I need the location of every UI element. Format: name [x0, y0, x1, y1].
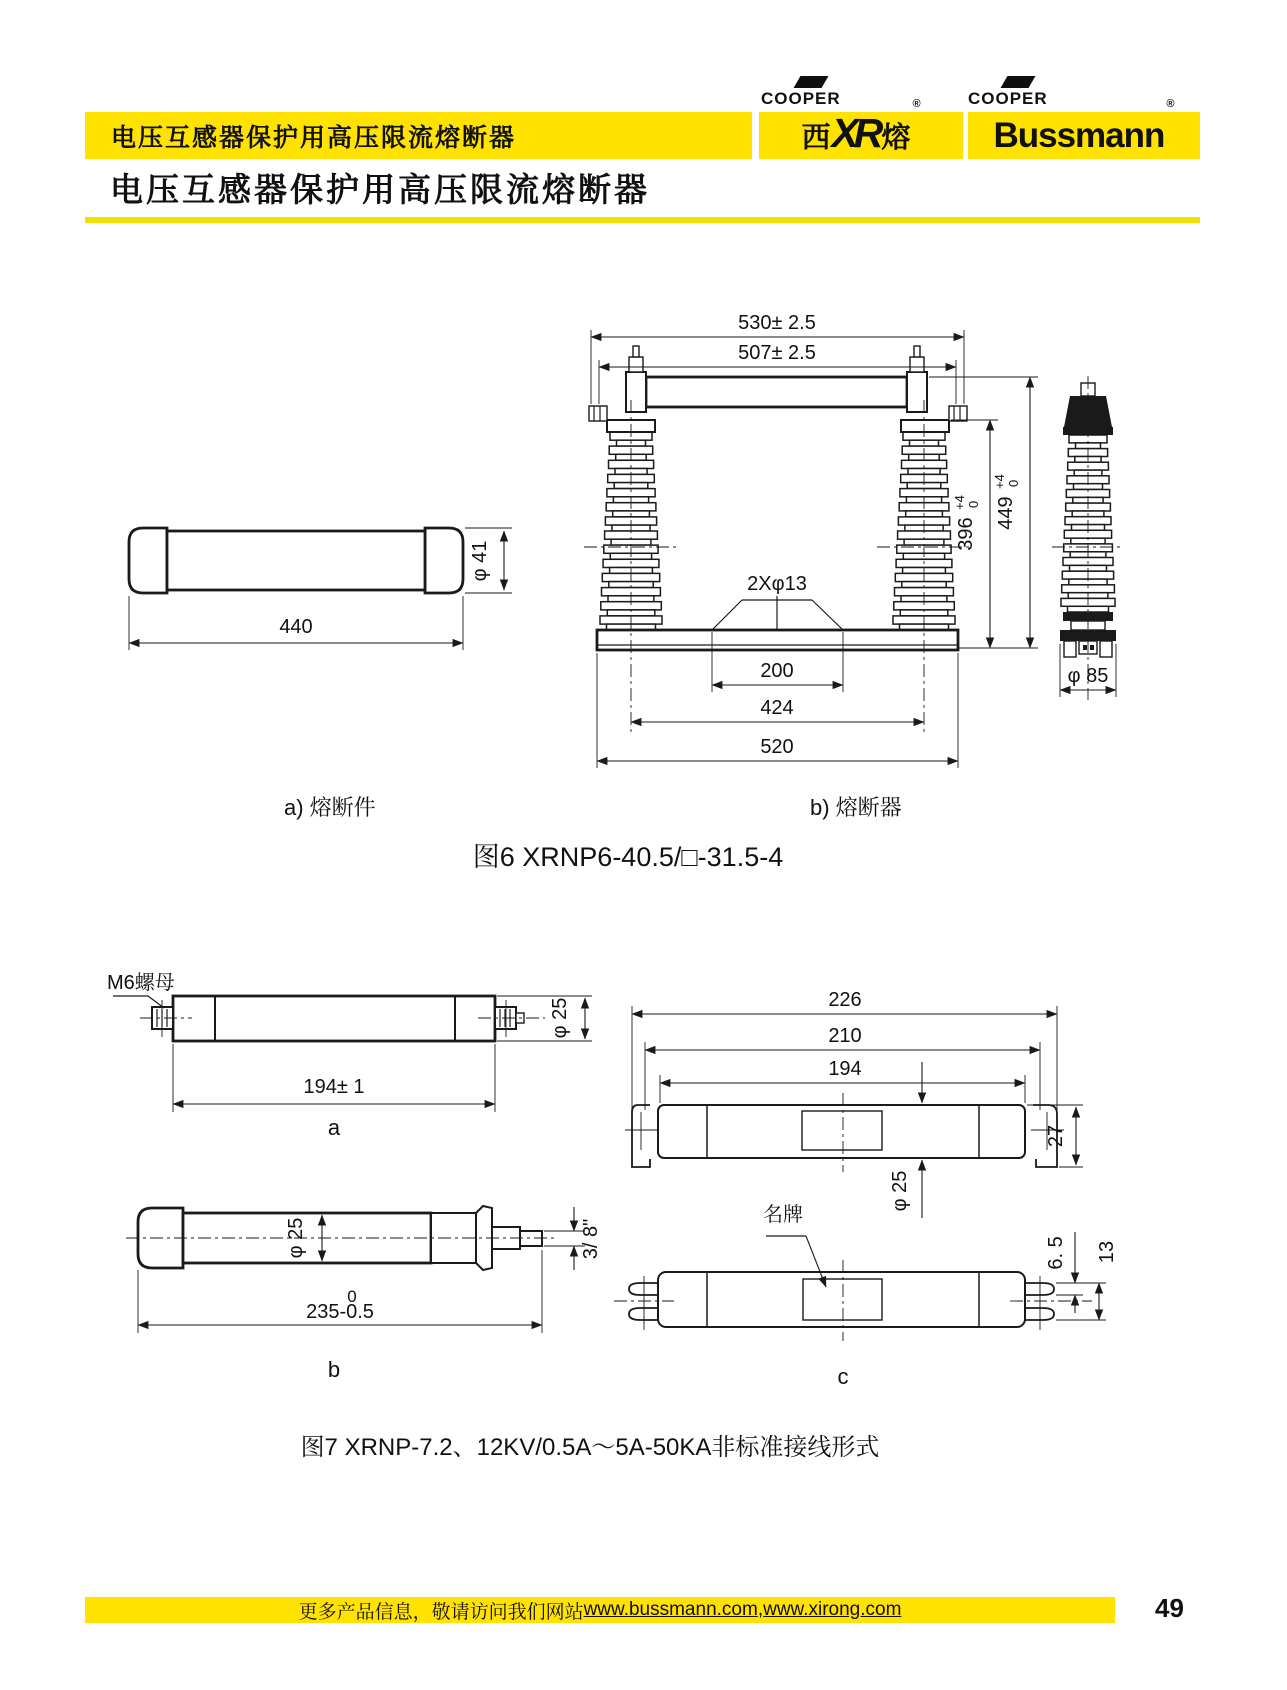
fuse-link-drawing — [129, 528, 512, 650]
dim-c-height: 27 — [1045, 1124, 1067, 1148]
header-bar — [85, 112, 752, 159]
figure6-drawing — [85, 270, 1200, 880]
page-number: 49 — [1155, 1593, 1184, 1623]
cooper-wordmark-right: COOPER — [968, 89, 1048, 108]
cooper-logo-left — [761, 76, 841, 109]
title-underline — [85, 217, 1200, 223]
dim-base-width: 520 — [760, 736, 794, 758]
fig7-drawing-a — [107, 971, 592, 1140]
footer-separator: , — [757, 1599, 764, 1620]
fuse-base-side-view — [1052, 376, 1124, 700]
figure7-sublabel-b: b — [327, 1357, 341, 1382]
figure7-caption: 图7 XRNP-7.2、12KV/0.5A～5A-50KA非标准接线形式 — [300, 1434, 880, 1461]
dim-c-fork-full: 13 — [1096, 1240, 1118, 1264]
svg-text:449: 449 — [995, 496, 1017, 530]
svg-text:396: 396 — [955, 517, 977, 551]
dim-c-diameter: φ 25 — [889, 1170, 911, 1212]
dim-fuse-diameter: φ 41 — [469, 540, 491, 582]
dim-overall-height — [992, 474, 1021, 530]
dim-b-thread: 3/ 8" — [580, 1218, 602, 1260]
page-title: 电压互感器保护用高压限流熔断器 — [110, 171, 650, 208]
dim-post-spacing: 424 — [760, 697, 794, 719]
dim-b-diameter: φ 25 — [285, 1217, 307, 1259]
dim-a-length: 194± 1 — [303, 1076, 365, 1098]
m6-nut-label: M6螺母 — [107, 972, 175, 994]
dim-fuse-length: 440 — [279, 616, 313, 638]
brand-char-rong: 熔 — [881, 122, 911, 154]
svg-text:+4: +4 — [992, 474, 1007, 489]
footer-url-bussmann: www.bussmann.com — [583, 1599, 758, 1620]
dim-side-diameter: φ 85 — [1067, 665, 1109, 687]
figure6-caption: 图6 XRNP6-40.5/□-31.5-4 — [472, 842, 784, 872]
svg-text:0: 0 — [1006, 479, 1021, 487]
nameplate-label: 名牌 — [763, 1204, 803, 1226]
fuse-base-front-view — [584, 312, 1038, 768]
dim-overall-width: 530± 2.5 — [738, 312, 816, 334]
cooper-flag-icon — [1001, 76, 1036, 88]
cooper-flag-icon — [794, 76, 829, 88]
header-bar-title: 电压互感器保护用高压限流熔断器 — [111, 123, 517, 152]
fig7-drawing-c-top — [625, 989, 1083, 1218]
footer-info-text: 更多产品信息，敬请访问我们网站 — [298, 1601, 584, 1623]
svg-text:+4: +4 — [952, 495, 967, 510]
figure7-drawing — [85, 950, 1200, 1470]
dim-c-width-outer: 226 — [828, 989, 862, 1011]
footer-bar — [85, 1597, 1115, 1623]
registered-mark-icon: ® — [1166, 98, 1175, 110]
figure6-sublabel-a: a) 熔断件 — [284, 795, 376, 820]
dim-hole-spacing: 200 — [760, 660, 794, 682]
dim-mounting-holes: 2Xφ13 — [747, 573, 807, 595]
dim-c-width-inner: 194 — [828, 1058, 862, 1080]
cooper-wordmark-left: COOPER — [761, 89, 841, 108]
dim-b-length: 235-0.5 — [306, 1301, 374, 1323]
figure7-sublabel-a: a — [327, 1115, 341, 1140]
figure6-sublabel-b: b) 熔断器 — [810, 795, 902, 820]
dim-a-diameter: φ 25 — [549, 997, 571, 1039]
svg-text:0: 0 — [966, 500, 981, 508]
dim-inner-width: 507± 2.5 — [738, 342, 816, 364]
brand-char-xi: 西 — [801, 122, 831, 154]
fig7-drawing-c-front — [614, 1203, 1118, 1389]
footer-url-xirong: www.xirong.com — [763, 1599, 902, 1620]
dim-c-fork-half: 6. 5 — [1045, 1236, 1067, 1270]
registered-mark-icon: ® — [912, 98, 921, 110]
dim-c-width-mid: 210 — [828, 1025, 862, 1047]
bussmann-wordmark: Bussmann — [993, 115, 1165, 155]
dim-b-length-tolerance: 0 — [347, 1287, 357, 1306]
fig7-drawing-b — [126, 1206, 602, 1382]
brand-xr-monogram: XR — [831, 110, 879, 156]
figure7-sublabel-c: c — [837, 1364, 849, 1389]
dim-insulator-height — [952, 495, 981, 551]
cooper-logo-right — [968, 76, 1048, 109]
